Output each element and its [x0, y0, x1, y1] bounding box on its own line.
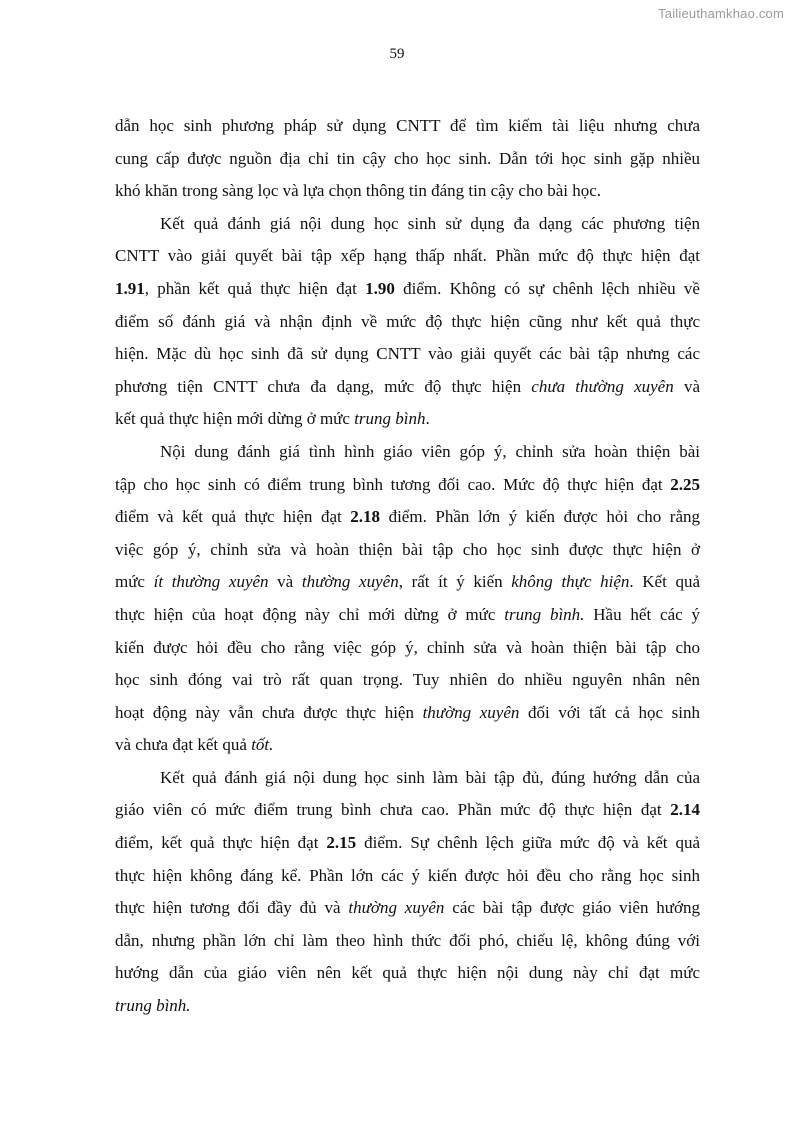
text-line [115, 566, 700, 599]
italic-text: trung bình. [504, 604, 585, 624]
bold-value: 1.91 [115, 278, 145, 298]
text-segment: hướng dẫn của giáo viên nên kết quả thực hiện nội dung này chỉ đạt mức [115, 963, 700, 983]
text-line [115, 469, 700, 502]
text-segment: khó khăn trong sàng lọc và lựa chọn thông tin đáng tin cậy cho bài học. [115, 181, 602, 201]
text-segment: cung cấp được nguồn địa chỉ tin cậy cho học sinh. Dẫn tới học sinh gặp nhiều [115, 148, 700, 168]
text-segment: thực hiện tương đối đầy đủ và [115, 898, 349, 918]
text-segment: Hầu hết các ý [584, 604, 701, 624]
italic-text: tốt. [251, 735, 274, 755]
text-segment: , rất ít ý kiến [398, 572, 512, 592]
italic-text: trung bình [354, 409, 426, 429]
text-segment: điểm và kết quả thực hiện đạt [115, 507, 351, 527]
text-segment: đối với tất cả học sinh [519, 702, 700, 722]
text-segment: thực hiện của hoạt động này chỉ mới dừng ở mức [115, 604, 505, 624]
text-segment: việc góp ý, chỉnh sửa và hoàn thiện bài tập cho học sinh được thực hiện ở [115, 539, 700, 559]
text-segment: dẫn học sinh phương pháp sử dụng CNTT để tìm kiếm tài liệu nhưng chưa [115, 116, 700, 135]
text-line [115, 273, 700, 306]
italic-text: thường xuyên [348, 898, 445, 918]
text-line [115, 501, 700, 534]
bold-value: 1.90 [365, 278, 395, 298]
text-line [115, 436, 700, 469]
text-line [115, 957, 700, 990]
text-line [115, 990, 700, 1023]
text-segment: và [268, 572, 302, 592]
text-segment: điểm. Phần lớn ý kiến được hỏi cho rằng [380, 507, 700, 527]
text-segment: , phần kết quả thực hiện đạt [144, 278, 366, 298]
text-line [115, 892, 700, 925]
italic-text: không thực hiện [511, 572, 630, 592]
text-line [115, 306, 700, 339]
text-segment: . [425, 409, 430, 429]
text-line [115, 143, 700, 176]
text-line [115, 632, 700, 665]
text-segment: Nội dung đánh giá tình hình giáo viên góp ý, chỉnh sửa hoàn thiện bài [160, 441, 700, 461]
text-segment: mức [115, 572, 154, 592]
text-line [115, 860, 700, 893]
text-segment: điểm. Không có sự chênh lệch nhiều về [394, 278, 700, 298]
text-line [115, 403, 700, 436]
text-line [115, 697, 700, 730]
text-segment: và chưa đạt kết quả [115, 735, 252, 755]
text-segment: điểm số đánh giá và nhận định về mức độ thực hiện cũng như kết quả thực [115, 311, 700, 331]
italic-text: thường xuyên [301, 572, 399, 592]
paragraph [115, 436, 700, 762]
text-segment: học sinh đóng vai trò rất quan trọng. Tuy nhiên do nhiều nguyên nhân nên [115, 670, 700, 690]
text-segment: kết quả thực hiện mới dừng ở mức [115, 409, 355, 429]
body-text [115, 110, 700, 1023]
text-line [115, 664, 700, 697]
paragraph [115, 762, 700, 1023]
text-segment: giáo viên có mức điểm trung bình chưa cao. Phần mức độ thực hiện đạt [115, 800, 671, 820]
text-line [115, 175, 700, 208]
bold-value: 2.15 [326, 833, 357, 853]
text-segment: phương tiện CNTT chưa đa dạng, mức độ thực hiện [115, 376, 532, 396]
text-segment: điểm. Sự chênh lệch giữa mức độ và kết quả [356, 833, 701, 853]
text-segment: các bài tập được giáo viên hướng [444, 898, 700, 918]
text-line [115, 534, 700, 567]
text-segment: tập cho học sinh có điểm trung bình tương đối cao. Mức độ thực hiện đạt [115, 474, 671, 494]
italic-text: trung bình. [115, 996, 191, 1016]
page-number: 59 [389, 46, 405, 62]
text-segment: . Kết quả [629, 572, 700, 592]
text-line [115, 338, 700, 371]
text-segment: và [673, 376, 700, 396]
text-line [115, 208, 700, 241]
italic-text: chưa thường xuyên [531, 376, 674, 396]
text-segment: điểm, kết quả thực hiện đạt [115, 833, 327, 853]
text-line [115, 240, 700, 273]
text-segment: Kết quả đánh giá nội dung học sinh làm bài tập đủ, đúng hướng dẫn của [160, 767, 700, 787]
italic-text: ít thường xuyên [153, 572, 269, 592]
paragraph [115, 208, 700, 436]
text-line [115, 925, 700, 958]
text-segment: kiến được hỏi đều cho rằng việc góp ý, chỉnh sửa và hoàn thiện bài tập cho [115, 637, 700, 657]
text-segment: CNTT vào giải quyết bài tập xếp hạng thấp nhất. Phần mức độ thực hiện đạt [115, 246, 700, 266]
text-segment: thực hiện không đáng kể. Phần lớn các ý kiến được hỏi đều cho rằng học sinh [115, 865, 700, 885]
text-line [115, 371, 700, 404]
text-segment: Kết quả đánh giá nội dung học sinh sử dụng đa dạng các phương tiện [160, 213, 700, 233]
text-line [115, 762, 700, 795]
text-line [115, 794, 700, 827]
text-segment: hoạt động này vẫn chưa được thực hiện [115, 702, 423, 722]
paragraph [115, 110, 700, 208]
italic-text: thường xuyên [422, 702, 520, 722]
text-line [115, 827, 700, 860]
text-segment: hiện. Mặc dù học sinh đã sử dụng CNTT vào giải quyết các bài tập nhưng các [115, 344, 700, 364]
text-line [115, 110, 700, 143]
text-segment: dẫn, nhưng phần lớn chỉ làm theo hình thức đối phó, chiếu lệ, không đúng với [115, 930, 700, 950]
bold-value: 2.18 [350, 507, 381, 527]
text-line [115, 599, 700, 632]
text-line [115, 729, 700, 762]
bold-value: 2.25 [670, 474, 700, 494]
watermark: Tailieuthamkhao.com [658, 6, 784, 21]
bold-value: 2.14 [670, 800, 700, 820]
